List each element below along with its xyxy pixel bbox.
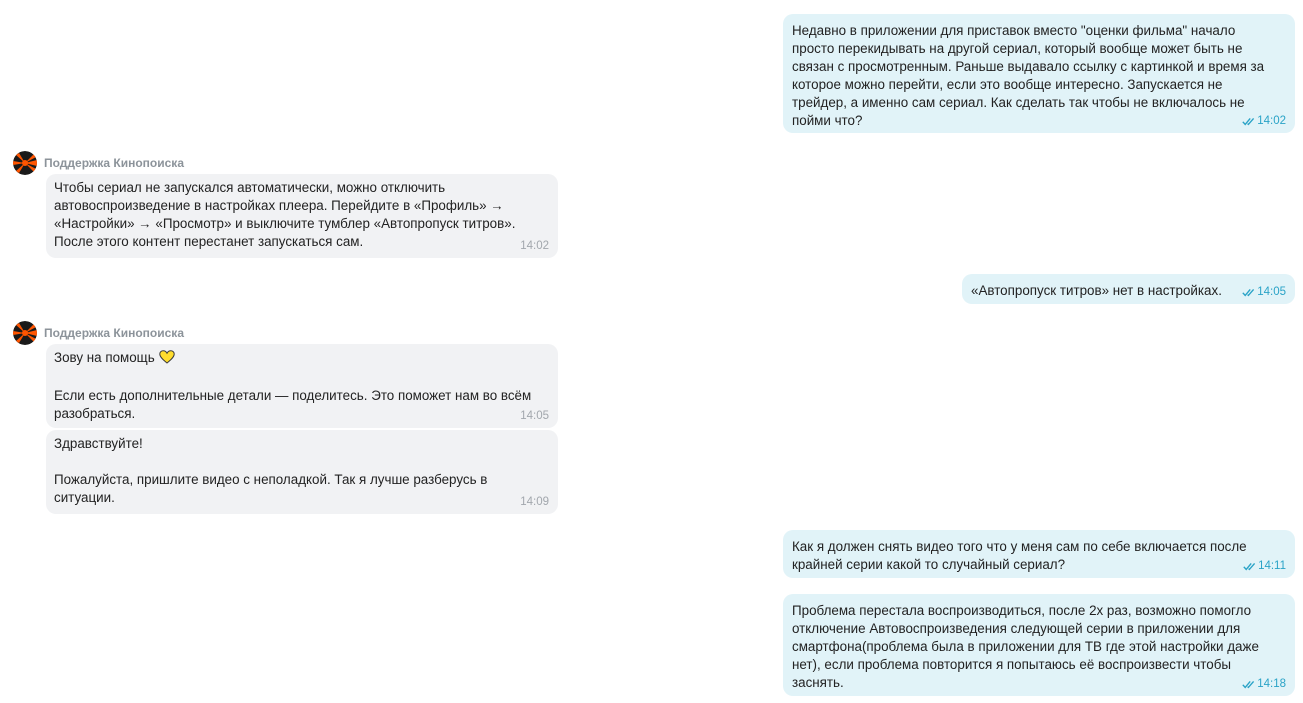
- message-time: 14:09: [520, 496, 549, 508]
- message-meta: [520, 239, 549, 253]
- kinopoisk-logo-icon[interactable]: [13, 321, 37, 345]
- message-text: Здравствуйте! Пожалуйста, пришлите видео с неполадкой. Так я лучше разберусь в ситуации.: [54, 436, 488, 505]
- message-text-rest: Если есть дополнительные детали — поделитесь. Это поможет нам во всём разобраться.: [54, 388, 532, 421]
- message-text: Проблема перестала воспроизводиться, после 2х раз, возможно помогло отключение Автовоспроизведения следующей серии в приложении для смартфона(проблема была в приложении для ТВ где этой настройки даже нет), если проблема повторится я попытаюсь её воспроизвести чтобы заснять.: [792, 603, 1259, 690]
- incoming-message[interactable]: [46, 174, 558, 258]
- message-text: Чтобы сериал не запускался автоматически, можно отключить автовоспроизведение в настройках плеера. Перейдите в «Профиль» → «Настройки» → «Просмотр» и выключите тумблер «Автопропуск титров». После этого контент перестанет запускаться сам.: [54, 180, 516, 249]
- message-meta: [1242, 114, 1286, 128]
- double-check-icon: [1243, 562, 1256, 571]
- message-meta: [1243, 559, 1286, 573]
- message-time: 14:18: [1257, 678, 1286, 690]
- message-time: 14:05: [520, 410, 549, 422]
- double-check-icon: [1242, 680, 1255, 689]
- message-text: [54, 349, 548, 423]
- message-text: «Автопропуск титров» нет в настройках.: [971, 283, 1222, 298]
- outgoing-message[interactable]: [783, 14, 1295, 133]
- sender-header: [13, 151, 184, 175]
- double-check-icon: [1242, 288, 1255, 297]
- outgoing-message[interactable]: [783, 530, 1295, 578]
- incoming-message[interactable]: [46, 430, 558, 514]
- message-meta: [1242, 285, 1286, 299]
- sender-header: [13, 321, 184, 345]
- incoming-message[interactable]: [46, 344, 558, 428]
- message-text-line1: Зову на помощь: [54, 350, 155, 365]
- sender-name[interactable]: Поддержка Кинопоиска: [44, 326, 184, 340]
- outgoing-message[interactable]: [962, 274, 1295, 304]
- message-time: 14:11: [1258, 560, 1286, 572]
- yellow-heart-icon: [159, 350, 175, 369]
- message-time: 14:02: [520, 240, 549, 252]
- message-text: Недавно в приложении для приставок вместо "оценки фильма" начало просто перекидывать на другой сериал, который вообще может быть не связан с просмотренным. Раньше выдавало ссылку с картинкой и время за которое можно перейти, если это вообще интересно. Запускается не трейдер, а именно сам сериал. Как сделать так чтобы не включалось не пойми что?: [792, 23, 1265, 128]
- message-meta: [1242, 677, 1286, 691]
- message-time: 14:05: [1257, 286, 1286, 298]
- outgoing-message[interactable]: [783, 594, 1295, 696]
- message-time: 14:02: [1257, 115, 1286, 127]
- sender-name[interactable]: Поддержка Кинопоиска: [44, 156, 184, 170]
- message-text: Как я должен снять видео того что у меня сам по себе включается после крайней серии какой то случайный сериал?: [792, 539, 1247, 572]
- message-meta: [520, 495, 549, 509]
- message-meta: [520, 409, 549, 423]
- kinopoisk-logo-icon[interactable]: [13, 151, 37, 175]
- double-check-icon: [1242, 117, 1255, 126]
